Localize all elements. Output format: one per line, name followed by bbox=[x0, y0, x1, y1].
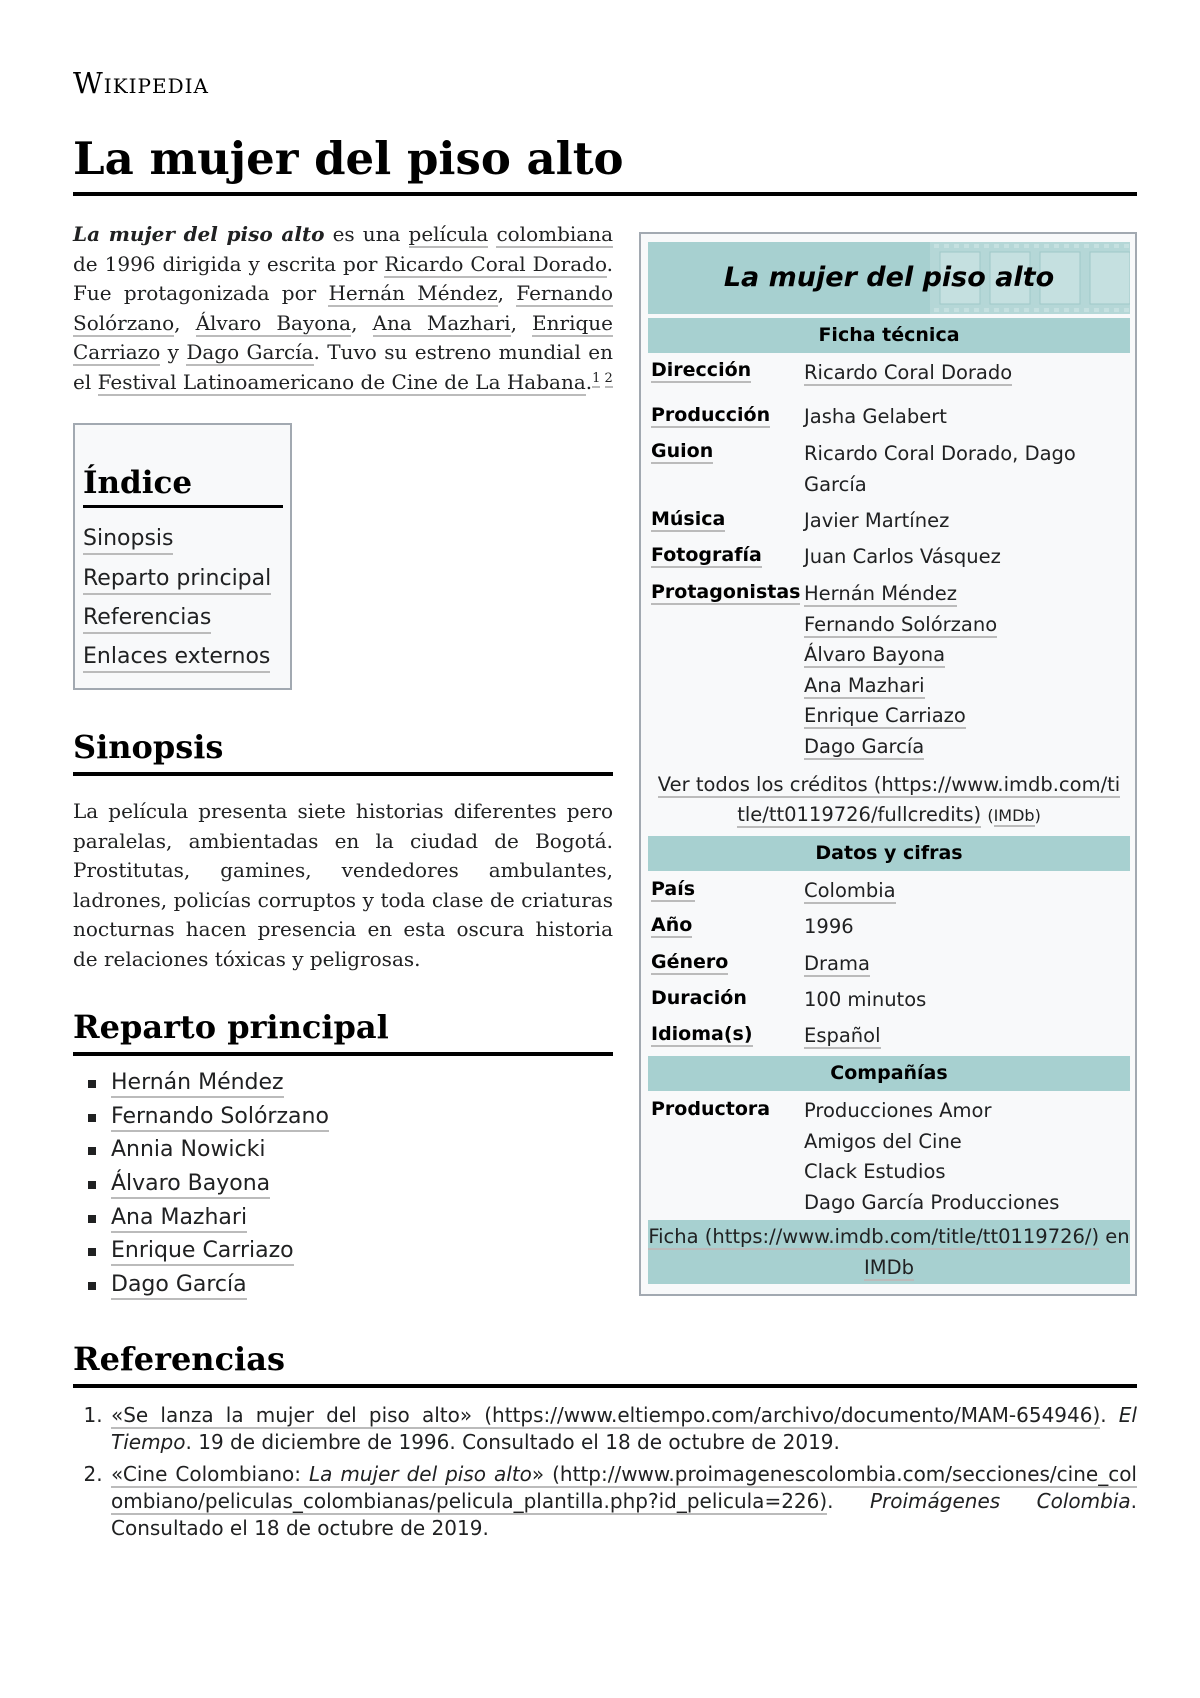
intro-text: . bbox=[585, 369, 593, 394]
section-heading-reparto: Reparto principal bbox=[73, 1008, 613, 1056]
actor-link[interactable]: Fernando Solórzano bbox=[804, 612, 998, 636]
toc-item-referencias[interactable]: Referencias bbox=[83, 604, 211, 634]
intro-text: , bbox=[174, 310, 196, 335]
list-item bbox=[109, 1402, 1137, 1456]
actor-link[interactable]: Ana Mazhari bbox=[804, 673, 925, 697]
language-link[interactable]: Español bbox=[804, 1024, 881, 1047]
credits-link[interactable]: Ver todos los créditos (https://www.imdb.com/title/tt0119726/fullcredits) bbox=[657, 773, 1121, 826]
intro-text: y bbox=[160, 340, 187, 364]
infobox-value bbox=[804, 1021, 1124, 1052]
infobox-label bbox=[651, 951, 728, 973]
ref-link-part: La mujer del piso alto bbox=[308, 1462, 532, 1486]
cast-link[interactable]: Ana Mazhari bbox=[111, 1205, 247, 1233]
infobox-label bbox=[651, 1023, 753, 1045]
productora-item: Dago García Producciones bbox=[804, 1190, 1060, 1214]
infobox-label bbox=[651, 404, 770, 426]
link-actor[interactable]: Enrique Carriazo bbox=[73, 310, 614, 364]
cast-link[interactable]: Dago García bbox=[111, 1272, 247, 1300]
reference-link[interactable]: «Se lanza la mujer del piso alto» (https://www.eltiempo.com/archivo/documento/MAM-654946) bbox=[111, 1403, 1101, 1427]
label-link[interactable]: Fotografía bbox=[651, 544, 762, 566]
toc-title: Índice bbox=[83, 465, 283, 508]
ref-link-2[interactable]: 2 bbox=[604, 370, 613, 386]
infobox-value: Jasha Gelabert bbox=[804, 405, 947, 428]
label-link[interactable]: Guion bbox=[651, 440, 714, 462]
infobox-label bbox=[651, 508, 725, 530]
section-heading-referencias: Referencias bbox=[73, 1340, 1137, 1388]
intro-text: , bbox=[497, 281, 517, 305]
ref-link-part: » (http://www.proimagenescolombia.com/secciones/cine_colombiano/peliculas_colombianas/pelicula_plantilla.php?id_pelicula=226) bbox=[111, 1462, 1137, 1513]
cast-list bbox=[73, 1066, 613, 1302]
infobox-band-ficha: Ficha técnica bbox=[648, 318, 1130, 353]
infobox-label bbox=[651, 581, 800, 603]
link-actor[interactable]: Fernando Solórzano bbox=[73, 281, 613, 335]
intro-text: . Tuvo su estreno mundial en el bbox=[73, 340, 613, 394]
actor-link[interactable]: Enrique Carriazo bbox=[804, 704, 966, 727]
actor-link[interactable]: Dago García bbox=[804, 734, 925, 758]
sinopsis-text: La película presenta siete historias diferentes pero paralelas, ambientadas en la ciudad de Bogotá. Prostitutas, gamines, vendedores ambulantes, ladrones, policías corruptos y toda clase de criaturas nocturnas hacen presencia en esta oscura historia de relaciones tóxicas y peligrosas. bbox=[73, 799, 613, 971]
label-link[interactable]: Año bbox=[651, 914, 693, 936]
imdb-ficha-link[interactable]: Ficha (https://www.imdb.com/title/tt0119726/) bbox=[648, 1225, 1100, 1248]
infobox-value bbox=[804, 949, 1124, 980]
intro-title: La mujer del piso alto bbox=[73, 222, 325, 246]
table-of-contents bbox=[73, 423, 292, 690]
infobox-value bbox=[804, 358, 1124, 389]
ref-publisher: Proimágenes Colombia bbox=[869, 1489, 1131, 1513]
section-heading-sinopsis: Sinopsis bbox=[73, 728, 613, 776]
list-item bbox=[73, 1201, 613, 1235]
cast-link[interactable]: Fernando Solórzano bbox=[111, 1104, 329, 1132]
intro-text: . Fue protagonizada por bbox=[73, 251, 613, 305]
label-link[interactable]: Idioma(s) bbox=[651, 1023, 753, 1045]
cast-link[interactable]: Hernán Méndez bbox=[111, 1070, 284, 1098]
list-item bbox=[73, 1268, 613, 1302]
intro-text: , bbox=[351, 310, 373, 335]
wikipedia-logo[interactable] bbox=[73, 66, 209, 100]
label-link[interactable]: Dirección bbox=[651, 359, 752, 381]
ref-text: . bbox=[827, 1489, 870, 1513]
productora-item: Clack Estudios bbox=[804, 1160, 946, 1183]
infobox-label bbox=[651, 878, 695, 900]
list-item bbox=[73, 1066, 613, 1100]
infobox-header bbox=[648, 242, 1130, 314]
infobox-value bbox=[804, 876, 1124, 907]
intro-paragraph bbox=[73, 220, 613, 397]
director-link[interactable]: Ricardo Coral Dorado bbox=[804, 361, 1013, 384]
infobox-label: Productora bbox=[651, 1098, 771, 1120]
label-link[interactable]: País bbox=[651, 878, 696, 900]
toc-item-reparto[interactable]: Reparto principal bbox=[83, 565, 271, 595]
link-actor[interactable]: Dago García bbox=[186, 340, 314, 364]
page-title: La mujer del piso alto bbox=[73, 128, 1137, 196]
infobox-credits: Ver todos los créditos (https://www.imdb.com/title/tt0119726/fullcredits) (IMDb) bbox=[657, 773, 1121, 826]
toc-item-enlaces[interactable]: Enlaces externos bbox=[83, 643, 270, 673]
ref-link-part: «Cine Colombiano: bbox=[111, 1462, 309, 1486]
footer-text: en bbox=[1099, 1225, 1130, 1248]
infobox bbox=[639, 232, 1137, 1296]
list-item bbox=[73, 1133, 613, 1167]
infobox-band-companias: Compañías bbox=[648, 1056, 1130, 1091]
link-festival[interactable]: Festival Latinoamericano de Cine de La Habana bbox=[97, 369, 586, 394]
infobox-value: 100 minutos bbox=[804, 988, 927, 1011]
references-list bbox=[73, 1402, 1137, 1547]
ref-link-1[interactable]: 1 bbox=[592, 370, 601, 386]
ref-text: . bbox=[1100, 1403, 1119, 1427]
ref-publisher: El Tiempo bbox=[111, 1403, 1137, 1454]
link-actor[interactable]: Ana Mazhari bbox=[372, 310, 511, 335]
toc-item-sinopsis[interactable]: Sinopsis bbox=[83, 525, 173, 555]
imdb-link[interactable]: IMDb bbox=[993, 806, 1035, 825]
intro-text: , bbox=[510, 310, 533, 335]
label-link[interactable]: Género bbox=[651, 951, 729, 973]
label-link[interactable]: Producción bbox=[651, 404, 771, 426]
actor-link[interactable]: Hernán Méndez bbox=[804, 582, 957, 605]
infobox-productoras bbox=[804, 1096, 1124, 1218]
list-item bbox=[73, 1100, 613, 1134]
list-item bbox=[73, 1234, 613, 1268]
list-item bbox=[73, 1167, 613, 1201]
infobox-label bbox=[651, 440, 713, 462]
link-actor[interactable]: Álvaro Bayona bbox=[195, 310, 352, 335]
productora-item: Producciones Amor bbox=[804, 1099, 992, 1122]
intro-text: es una bbox=[324, 222, 409, 246]
infobox-value: Ricardo Coral Dorado, Dago García bbox=[804, 442, 1076, 496]
list-item bbox=[109, 1461, 1137, 1542]
cast-link[interactable]: Enrique Carriazo bbox=[111, 1238, 294, 1266]
infobox-label bbox=[651, 359, 751, 381]
imdb-link[interactable]: IMDb bbox=[864, 1255, 914, 1279]
link-colombiana[interactable]: colombiana bbox=[496, 222, 614, 246]
infobox-value: Javier Martínez bbox=[804, 509, 950, 532]
infobox-label bbox=[651, 914, 692, 936]
link-director[interactable]: Ricardo Coral Dorado bbox=[384, 251, 607, 276]
label-link[interactable]: Protagonistas bbox=[651, 581, 801, 603]
ref-text: . Consultado el 18 de octubre de 2019. bbox=[111, 1489, 1137, 1540]
infobox-value: 1996 bbox=[804, 915, 854, 938]
infobox-title: La mujer del piso alto bbox=[723, 262, 1055, 293]
infobox-label: Duración bbox=[651, 987, 747, 1009]
infobox-protagonistas bbox=[804, 579, 1124, 762]
cast-name: Annia Nowicki bbox=[111, 1137, 266, 1163]
ref-text: . 19 de diciembre de 1996. Consultado el 18 de octubre de 2019. bbox=[185, 1430, 840, 1454]
link-actor[interactable]: Hernán Méndez bbox=[328, 281, 498, 305]
genre-link[interactable]: Drama bbox=[804, 952, 870, 975]
productora-item: Amigos del Cine bbox=[804, 1129, 962, 1153]
country-link[interactable]: Colombia bbox=[804, 879, 896, 902]
infobox-band-datos: Datos y cifras bbox=[648, 836, 1130, 871]
link-pelicula[interactable]: película bbox=[408, 222, 489, 246]
logo-text: Wikipedia bbox=[73, 66, 209, 100]
infobox-value: Juan Carlos Vásquez bbox=[804, 545, 1001, 568]
infobox-footer bbox=[648, 1220, 1130, 1284]
intro-text: de 1996 dirigida y escrita por bbox=[73, 251, 385, 276]
cast-link[interactable]: Álvaro Bayona bbox=[111, 1171, 270, 1199]
infobox-label bbox=[651, 544, 762, 566]
label-link[interactable]: Música bbox=[651, 508, 726, 530]
actor-link[interactable]: Álvaro Bayona bbox=[804, 643, 946, 666]
